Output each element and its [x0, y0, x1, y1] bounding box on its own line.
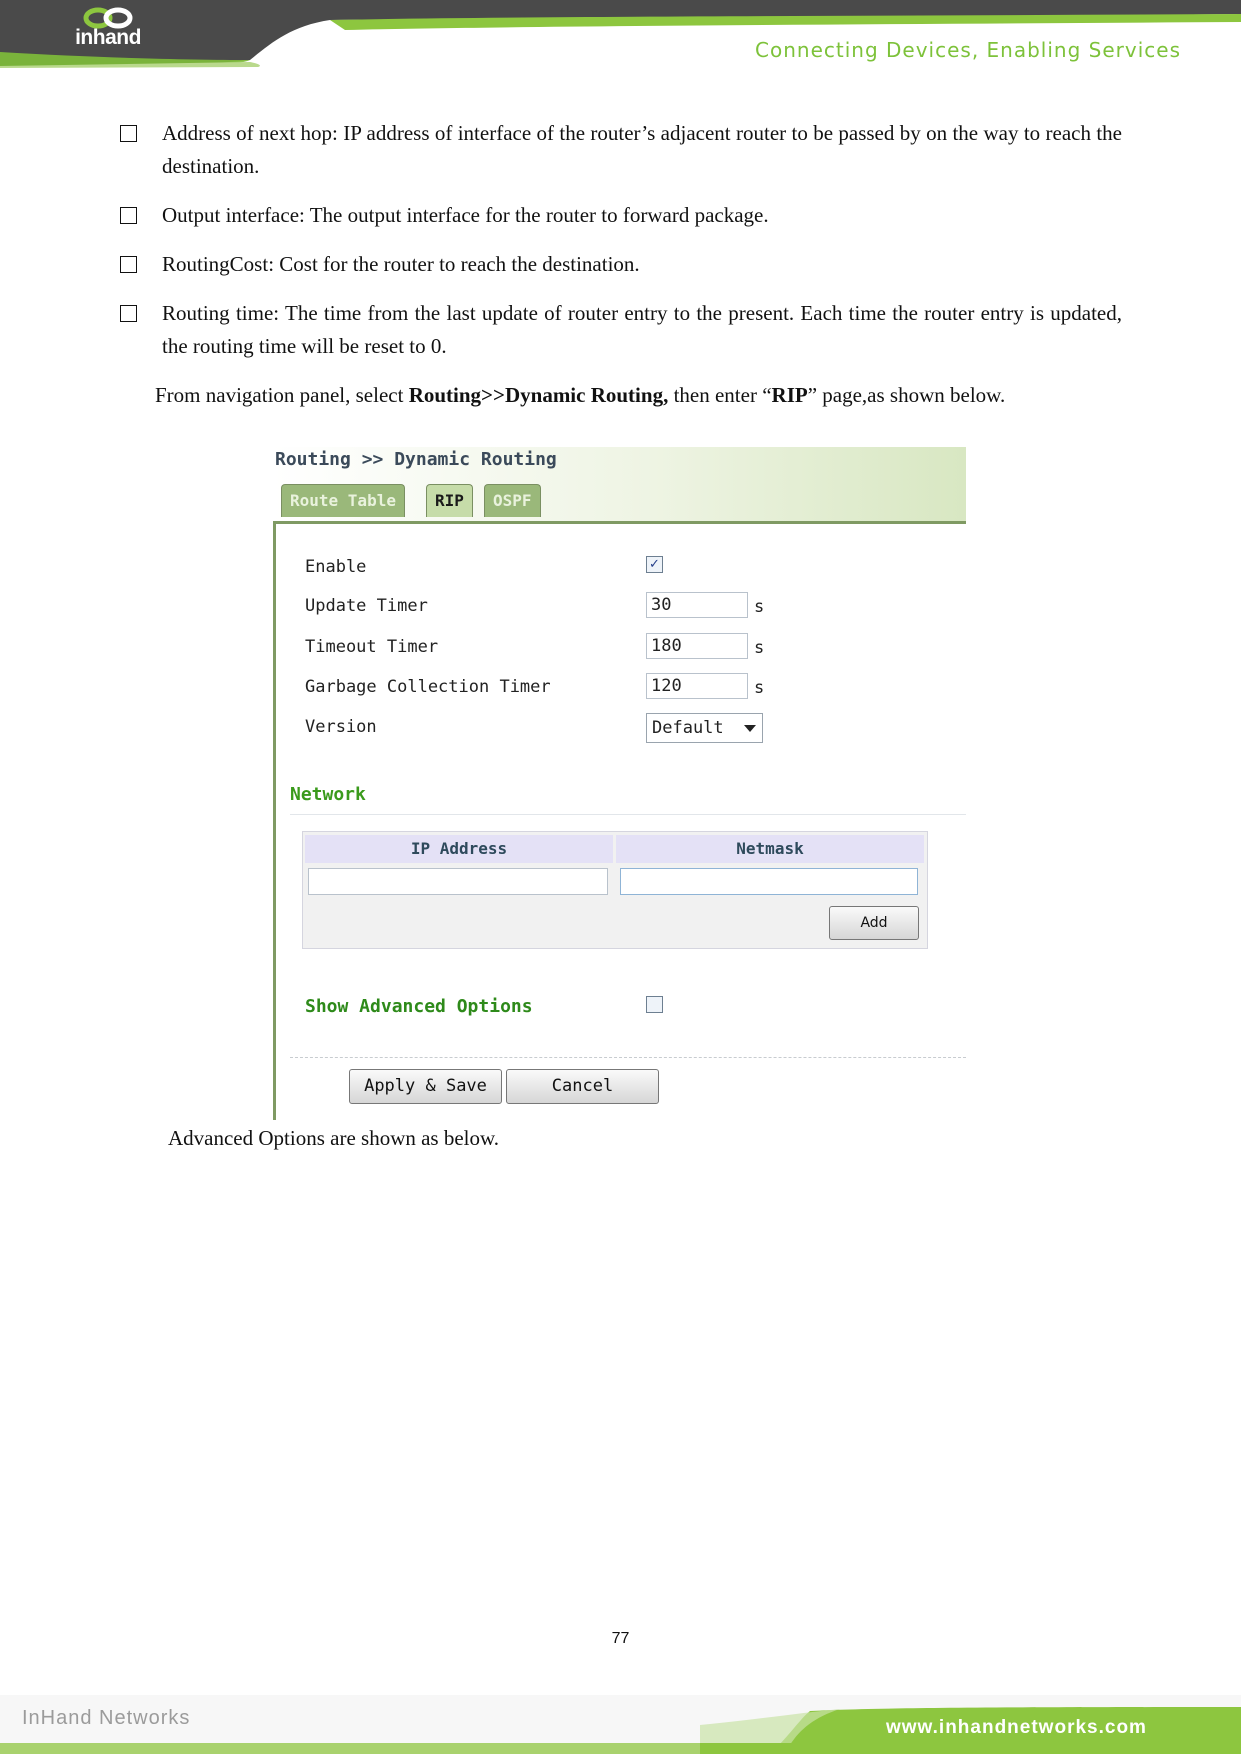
update-timer-input[interactable]: 30 — [646, 592, 748, 618]
intro-paragraph — [118, 379, 1122, 412]
bullet-text: Output interface: The output interface for the router to forward package. — [162, 203, 769, 227]
show-advanced-checkbox[interactable] — [646, 996, 663, 1013]
footer-url[interactable]: www.inhandnetworks.com — [886, 1717, 1147, 1738]
apply-save-button[interactable]: Apply & Save — [349, 1069, 502, 1104]
garbage-timer-label: Garbage Collection Timer — [305, 677, 551, 697]
bullet-output-interface — [118, 199, 1122, 232]
bullet-routing-cost — [118, 248, 1122, 281]
timeout-timer-input[interactable]: 180 — [646, 633, 748, 659]
version-select[interactable] — [646, 713, 763, 743]
dotted-divider — [290, 1057, 966, 1058]
tab-rip[interactable]: RIP — [426, 484, 473, 517]
intro-middle: then enter “ — [668, 383, 772, 407]
tab-ospf[interactable]: OSPF — [484, 484, 541, 517]
garbage-timer-input[interactable]: 120 — [646, 673, 748, 699]
logo-text: inhand — [75, 26, 141, 49]
bullet-routing-time — [118, 297, 1122, 363]
footer-company: InHand Networks — [22, 1707, 191, 1729]
bullet-text: Address of next hop: IP address of interface of the router’s adjacent router to be passed by on the way to reach the destination. — [162, 121, 1122, 178]
intro-after: ” page,as shown below. — [807, 383, 1006, 407]
content-left-border — [273, 521, 276, 1120]
timeout-timer-unit: s — [754, 638, 765, 658]
version-select-value: Default — [652, 718, 724, 738]
page-header — [0, 0, 1241, 70]
intro-before: From navigation panel, select — [155, 383, 409, 407]
cancel-button[interactable]: Cancel — [506, 1069, 659, 1104]
network-table — [302, 831, 928, 949]
breadcrumb: Routing >> Dynamic Routing — [275, 449, 557, 470]
update-timer-label: Update Timer — [305, 596, 428, 616]
inhand-logo — [72, 4, 144, 58]
bullet-text: Routing time: The time from the last update of router entry to the present. Each time the router entry is updated, the routing time will be reset to 0. — [162, 301, 1122, 358]
figure-caption: Advanced Options are shown as below. — [168, 1126, 500, 1150]
intro-rip: RIP — [771, 383, 808, 407]
page-number: 77 — [611, 1630, 630, 1647]
bullet-next-hop — [118, 117, 1122, 183]
header-slogan: Connecting Devices, Enabling Services — [755, 38, 1181, 62]
section-divider — [290, 814, 966, 815]
column-ip-address: IP Address — [305, 835, 613, 863]
intro-menu-path: Routing>>Dynamic Routing, — [408, 383, 669, 407]
garbage-timer-unit: s — [754, 678, 765, 698]
bullet-text: RoutingCost: Cost for the router to reach the destination. — [162, 252, 640, 276]
tab-divider — [273, 521, 966, 524]
network-section-title: Network — [290, 784, 366, 805]
version-label: Version — [305, 717, 377, 737]
netmask-input[interactable] — [620, 868, 918, 895]
page-footer — [0, 1695, 1241, 1754]
chevron-down-icon — [744, 725, 756, 732]
update-timer-unit: s — [754, 597, 765, 617]
bullet-box-icon — [120, 305, 137, 322]
tab-route-table[interactable]: Route Table — [281, 484, 405, 517]
enable-checkbox[interactable]: ✓ — [646, 556, 663, 573]
bullet-box-icon — [120, 256, 137, 273]
timeout-timer-label: Timeout Timer — [305, 637, 439, 657]
show-advanced-label: Show Advanced Options — [305, 996, 533, 1017]
rip-config-screenshot — [273, 447, 966, 1120]
ip-address-input[interactable] — [308, 868, 608, 895]
bullet-box-icon — [120, 125, 137, 142]
column-netmask: Netmask — [616, 835, 924, 863]
add-button[interactable]: Add — [829, 906, 919, 940]
enable-label: Enable — [305, 557, 367, 577]
bullet-box-icon — [120, 207, 137, 224]
